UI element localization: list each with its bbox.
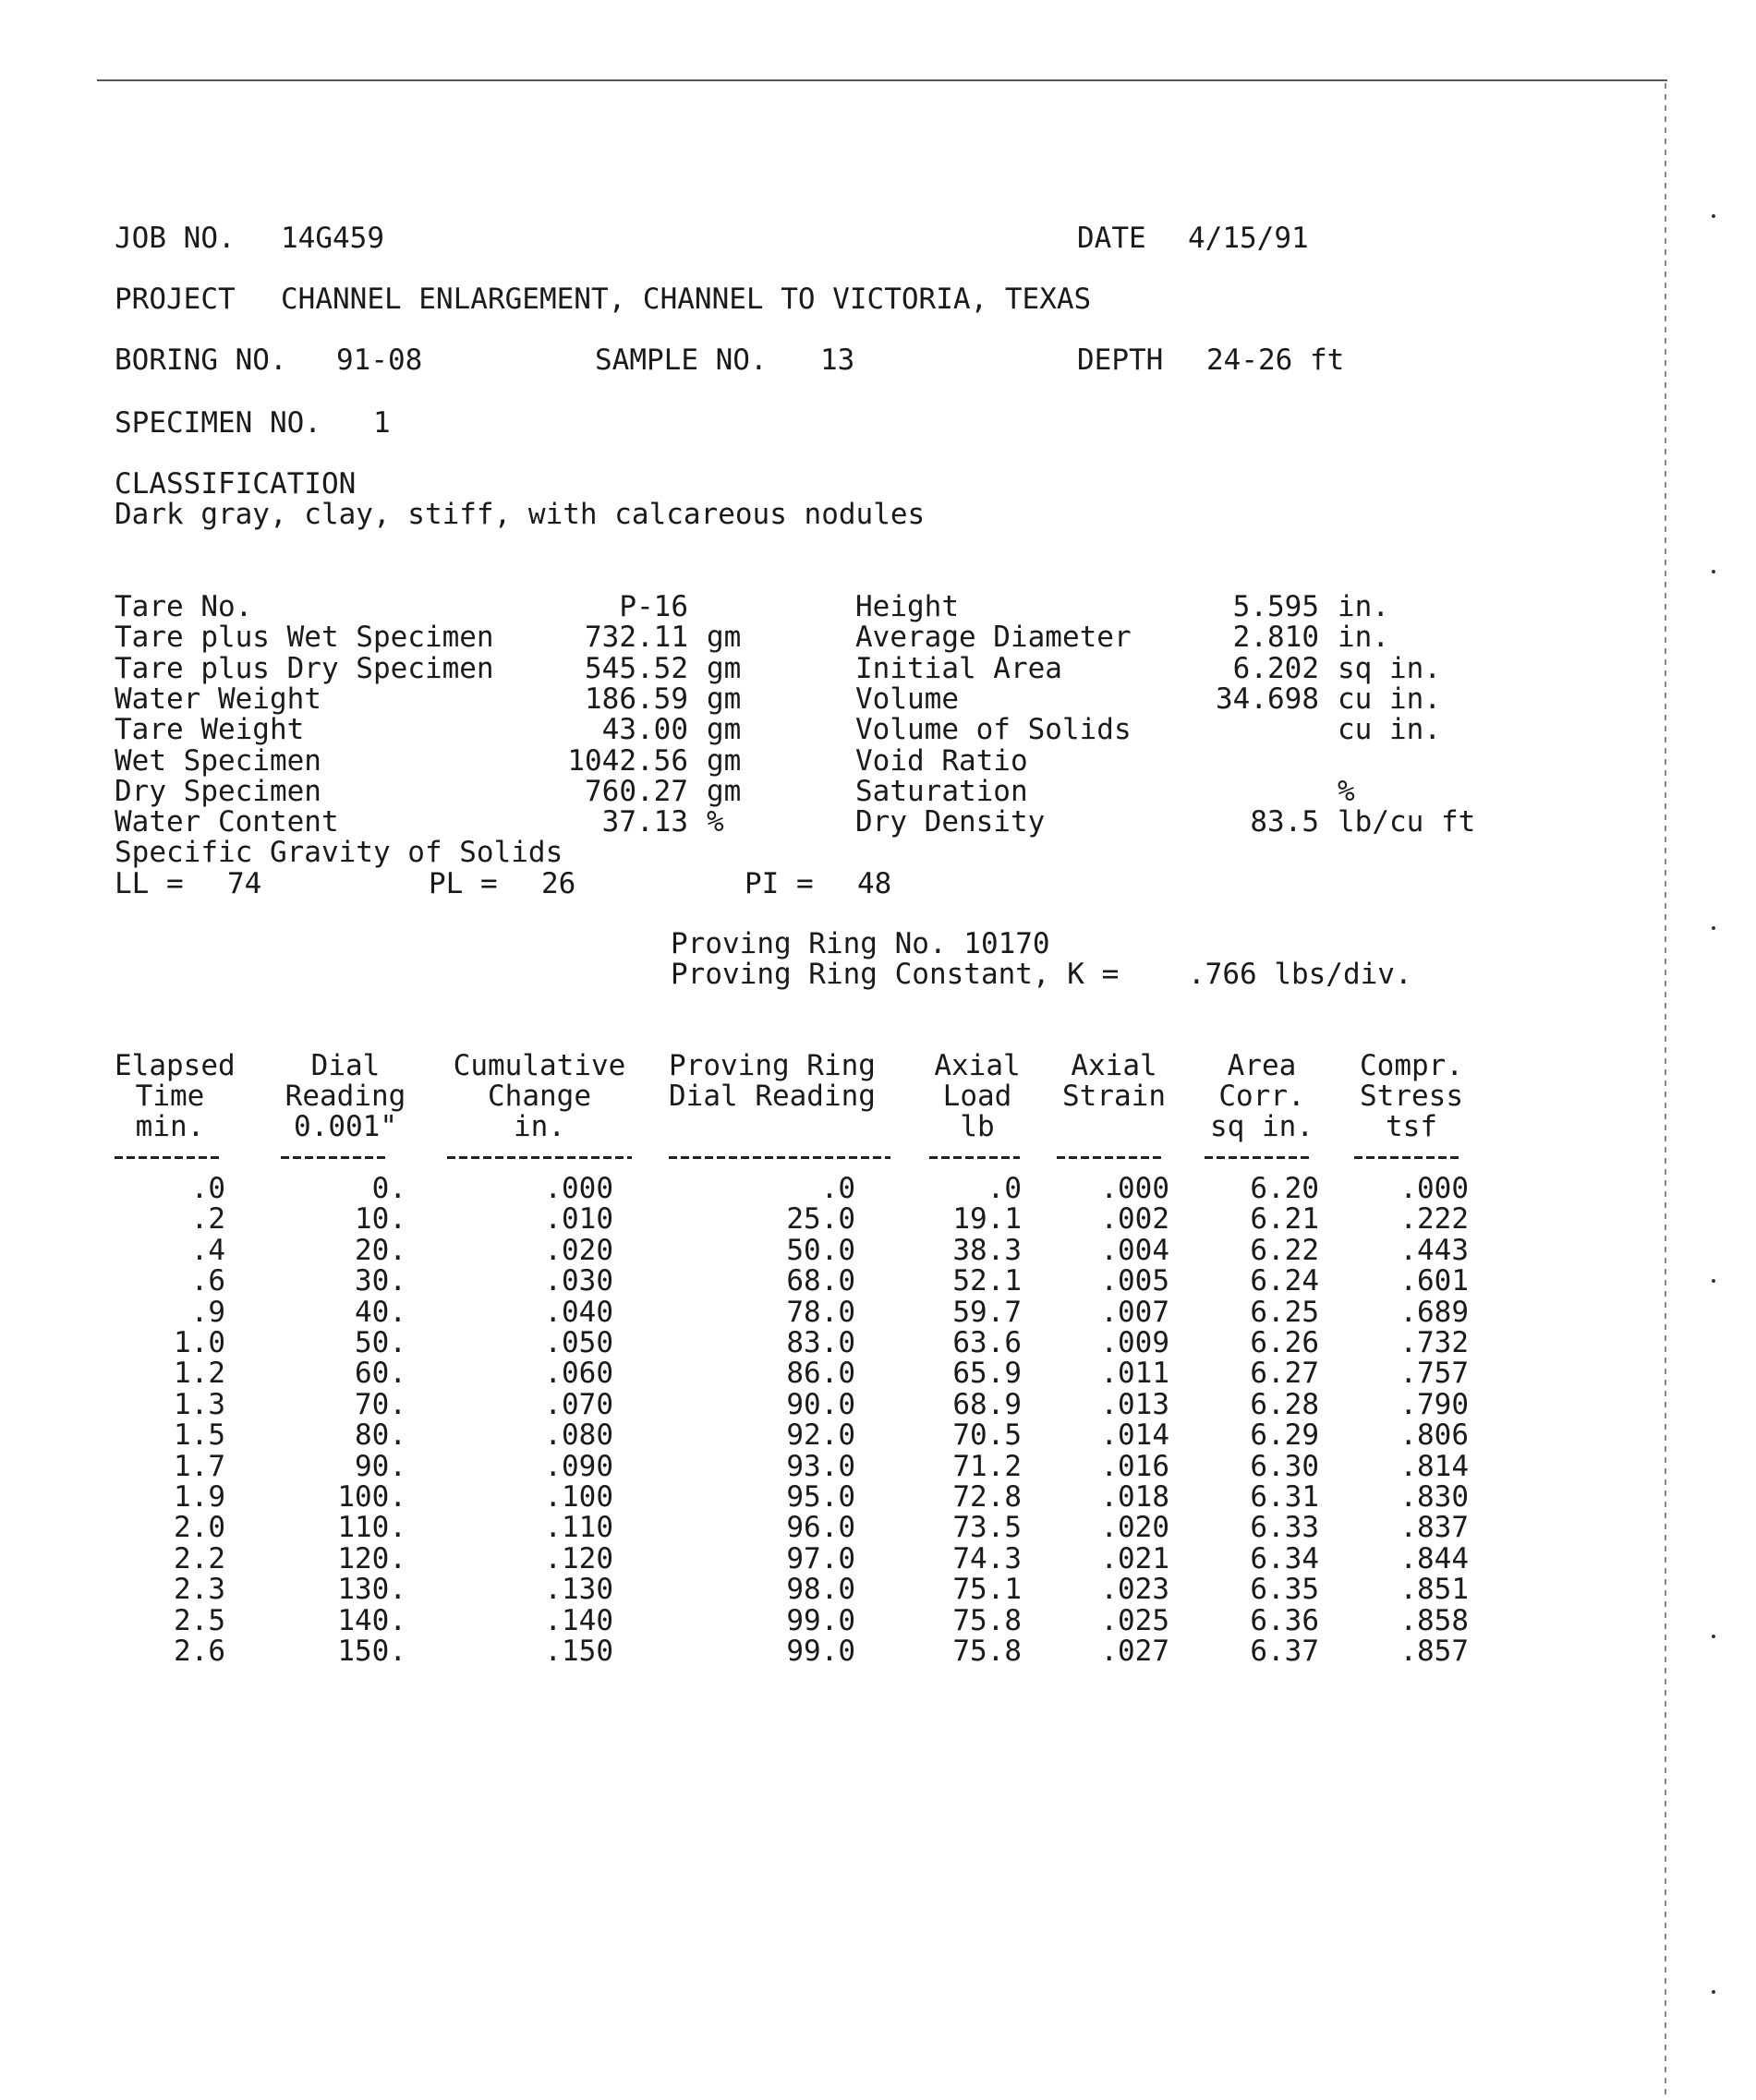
table-cell: .011 (1100, 1357, 1169, 1391)
scan-speck (1712, 1635, 1715, 1638)
table-cell: 6.26 (1250, 1326, 1319, 1359)
ll-value: 74 (227, 867, 262, 900)
depth-label: DEPTH (1077, 344, 1164, 377)
table-cell: 80. (355, 1418, 406, 1453)
specimen-no-value: 1 (373, 406, 391, 440)
table-cell: 74.3 (952, 1541, 1022, 1575)
table-cell: .837 (1399, 1511, 1469, 1545)
property-label: Height (855, 590, 959, 623)
right-border (1665, 83, 1666, 2100)
table-cell: .0 (190, 1172, 225, 1205)
table-cell: 93.0 (786, 1449, 855, 1483)
table-cell: .443 (1399, 1233, 1469, 1267)
property-label: Dry Specimen (115, 774, 321, 808)
table-cell: 1.9 (174, 1480, 225, 1514)
header-underline (1205, 1156, 1310, 1159)
table-cell: 50. (355, 1326, 406, 1359)
table-cell: 78.0 (786, 1295, 855, 1329)
table-cell: 73.5 (952, 1511, 1022, 1545)
table-cell: 86.0 (786, 1357, 855, 1391)
table-cell: 59.7 (952, 1295, 1022, 1329)
pi-label: PI = (745, 867, 814, 900)
table-cell: 150. (337, 1635, 406, 1668)
column-header: Change (488, 1080, 591, 1113)
table-cell: 2.3 (174, 1573, 225, 1607)
pl-value: 26 (541, 867, 576, 900)
table-cell: 130. (337, 1573, 406, 1607)
table-cell: .004 (1100, 1233, 1169, 1267)
table-cell: .018 (1100, 1480, 1169, 1514)
table-cell: .040 (544, 1295, 613, 1329)
column-header: Area (1227, 1049, 1297, 1082)
table-cell: 6.24 (1250, 1264, 1319, 1298)
table-cell: .806 (1399, 1418, 1469, 1453)
property-value: 732.11 (585, 621, 688, 655)
column-header: sq in. (1210, 1110, 1314, 1143)
property-value: 83.5 (1250, 805, 1319, 839)
table-cell: 95.0 (786, 1480, 855, 1514)
property-label: Dry Density (855, 805, 1046, 839)
column-header: Compr. (1360, 1049, 1463, 1082)
table-cell: 6.27 (1250, 1357, 1319, 1391)
boring-no-label: BORING NO. (115, 344, 287, 377)
job-no-value: 14G459 (281, 222, 384, 255)
scan-speck (1712, 214, 1715, 218)
table-cell: 2.0 (174, 1511, 225, 1545)
table-cell: .090 (544, 1449, 613, 1483)
column-header: tsf (1386, 1110, 1437, 1143)
column-header: Corr. (1218, 1080, 1305, 1113)
property-value: 37.13 (601, 805, 688, 839)
property-unit: in. (1338, 621, 1389, 655)
table-cell: .014 (1100, 1418, 1169, 1453)
table-cell: .021 (1100, 1541, 1169, 1575)
table-cell: .080 (544, 1418, 613, 1453)
table-cell: 92.0 (786, 1418, 855, 1453)
column-header: Load (942, 1080, 1012, 1113)
pl-label: PL = (429, 867, 498, 900)
table-cell: .013 (1100, 1387, 1169, 1421)
table-cell: .814 (1399, 1449, 1469, 1483)
table-cell: 68.9 (952, 1387, 1022, 1421)
table-cell: .000 (544, 1172, 613, 1205)
table-cell: 0. (371, 1172, 406, 1205)
table-cell: .790 (1399, 1387, 1469, 1421)
property-value: 34.698 (1216, 682, 1319, 716)
table-cell: 99.0 (786, 1635, 855, 1668)
column-header: Proving Ring (669, 1049, 876, 1082)
property-value: 1042.56 (567, 743, 688, 778)
table-cell: .100 (544, 1480, 613, 1514)
table-cell: .857 (1399, 1635, 1469, 1668)
project-label: PROJECT (115, 283, 236, 316)
table-cell: 6.21 (1250, 1202, 1319, 1237)
column-header: Stress (1360, 1080, 1463, 1113)
table-cell: .732 (1399, 1326, 1469, 1359)
property-label: Initial Area (855, 651, 1062, 685)
table-cell: .023 (1100, 1573, 1169, 1607)
table-cell: .110 (544, 1511, 613, 1545)
table-cell: 6.31 (1250, 1480, 1319, 1514)
column-header: Axial (1071, 1049, 1157, 1082)
table-cell: 65.9 (952, 1357, 1022, 1391)
pi-value: 48 (857, 867, 892, 900)
table-cell: 52.1 (952, 1264, 1022, 1298)
sample-no-label: SAMPLE NO. (595, 344, 768, 377)
column-header: Elapsed (115, 1049, 236, 1082)
project-value: CHANNEL ENLARGEMENT, CHANNEL TO VICTORIA, TEXAS (281, 283, 1092, 316)
header-underline (447, 1156, 632, 1159)
property-value: 43.00 (601, 713, 688, 747)
property-unit: gm (707, 682, 742, 716)
table-cell: 98.0 (786, 1573, 855, 1607)
property-unit: cu in. (1338, 682, 1441, 716)
property-label: Volume of Solids (855, 713, 1132, 747)
table-cell: 1.3 (174, 1387, 225, 1421)
top-border (97, 79, 1667, 81)
header-underline (1057, 1156, 1162, 1159)
header-underline (669, 1156, 890, 1159)
table-cell: .757 (1399, 1357, 1469, 1391)
table-cell: .0 (987, 1172, 1022, 1205)
table-cell: 25.0 (786, 1202, 855, 1237)
table-cell: .222 (1399, 1202, 1469, 1237)
table-cell: .000 (1399, 1172, 1469, 1205)
property-value: 2.810 (1232, 621, 1319, 655)
property-unit: lb/cu ft (1338, 805, 1476, 839)
table-cell: 70. (355, 1387, 406, 1421)
column-header: in. (514, 1110, 565, 1143)
property-label: Water Content (115, 805, 339, 839)
table-cell: 1.5 (174, 1418, 225, 1453)
table-cell: .016 (1100, 1449, 1169, 1483)
table-cell: 2.5 (174, 1603, 225, 1637)
table-cell: 19.1 (952, 1202, 1022, 1237)
table-cell: 40. (355, 1295, 406, 1329)
property-value: 545.52 (585, 651, 688, 685)
table-cell: 1.7 (174, 1449, 225, 1483)
table-cell: .010 (544, 1202, 613, 1237)
table-cell: .130 (544, 1573, 613, 1607)
table-cell: 75.8 (952, 1603, 1022, 1637)
table-cell: 71.2 (952, 1449, 1022, 1483)
property-unit: in. (1338, 590, 1389, 623)
table-cell: 60. (355, 1357, 406, 1391)
property-label: Average Diameter (855, 621, 1132, 655)
property-label: Tare Weight (115, 713, 305, 747)
table-cell: 100. (337, 1480, 406, 1514)
column-header: Time (135, 1080, 205, 1113)
property-value: 186.59 (585, 682, 688, 716)
property-unit: sq in. (1338, 651, 1441, 685)
table-cell: .030 (544, 1264, 613, 1298)
table-cell: .020 (544, 1233, 613, 1267)
column-header: Cumulative (453, 1049, 626, 1082)
property-value: 5.595 (1232, 590, 1319, 623)
property-label: Saturation (855, 774, 1028, 808)
boring-no-value: 91-08 (336, 344, 423, 377)
table-cell: 6.35 (1250, 1573, 1319, 1607)
table-cell: .851 (1399, 1573, 1469, 1607)
property-unit: gm (707, 621, 742, 655)
property-unit: gm (707, 774, 742, 808)
table-cell: 83.0 (786, 1326, 855, 1359)
table-cell: .009 (1100, 1326, 1169, 1359)
header-underline (1354, 1156, 1459, 1159)
table-cell: .020 (1100, 1511, 1169, 1545)
table-cell: 1.0 (174, 1326, 225, 1359)
table-cell: .007 (1100, 1295, 1169, 1329)
property-value: 760.27 (585, 774, 688, 808)
property-unit: gm (707, 713, 742, 747)
property-label: Volume (855, 682, 959, 716)
sample-no-value: 13 (820, 344, 855, 377)
column-header: Axial (934, 1049, 1021, 1082)
table-cell: .2 (190, 1202, 225, 1237)
table-cell: 72.8 (952, 1480, 1022, 1514)
column-header: Strain (1062, 1080, 1166, 1113)
property-value: P-16 (619, 590, 688, 623)
table-cell: .060 (544, 1357, 613, 1391)
column-header: Reading (285, 1080, 406, 1113)
header-underline (281, 1156, 386, 1159)
table-cell: 6.37 (1250, 1635, 1319, 1668)
classification-value: Dark gray, clay, stiff, with calcareous nodules (115, 498, 926, 531)
column-header: Dial Reading (669, 1080, 876, 1113)
table-cell: 6.28 (1250, 1387, 1319, 1421)
date-label: DATE (1077, 222, 1146, 255)
table-cell: 110. (337, 1511, 406, 1545)
table-cell: .050 (544, 1326, 613, 1359)
table-cell: .858 (1399, 1603, 1469, 1637)
table-cell: 120. (337, 1541, 406, 1575)
table-cell: 90. (355, 1449, 406, 1483)
table-cell: 6.36 (1250, 1603, 1319, 1637)
header-underline (929, 1156, 1020, 1159)
scan-speck (1712, 1279, 1715, 1283)
table-cell: 6.22 (1250, 1233, 1319, 1267)
table-cell: 96.0 (786, 1511, 855, 1545)
table-cell: .830 (1399, 1480, 1469, 1514)
property-label: Tare No. (115, 590, 253, 623)
scan-speck (1712, 1990, 1715, 1994)
proving-ring-constant-label: Proving Ring Constant, K = (671, 958, 1120, 991)
table-cell: .002 (1100, 1202, 1169, 1237)
table-cell: .025 (1100, 1603, 1169, 1637)
proving-ring-no: Proving Ring No. 10170 (671, 927, 1050, 960)
table-cell: .120 (544, 1541, 613, 1575)
table-cell: 99.0 (786, 1603, 855, 1637)
table-cell: 6.20 (1250, 1172, 1319, 1205)
table-cell: 2.2 (174, 1541, 225, 1575)
table-cell: 1.2 (174, 1357, 225, 1391)
header-underline (115, 1156, 220, 1159)
table-cell: 30. (355, 1264, 406, 1298)
column-header: Dial (310, 1049, 381, 1082)
property-unit: gm (707, 743, 742, 778)
property-unit: cu in. (1338, 713, 1441, 747)
property-label: Specific Gravity of Solids (115, 836, 563, 870)
ll-label: LL = (115, 867, 184, 900)
property-label: Void Ratio (855, 743, 1028, 778)
property-label: Wet Specimen (115, 743, 321, 778)
table-cell: .689 (1399, 1295, 1469, 1329)
table-cell: 75.1 (952, 1573, 1022, 1607)
scan-speck (1712, 570, 1715, 573)
table-cell: 70.5 (952, 1418, 1022, 1453)
table-cell: .844 (1399, 1541, 1469, 1575)
table-cell: 6.29 (1250, 1418, 1319, 1453)
property-unit: % (707, 805, 724, 839)
table-cell: .070 (544, 1387, 613, 1421)
table-cell: .9 (190, 1295, 225, 1329)
table-cell: 97.0 (786, 1541, 855, 1575)
table-cell: 6.33 (1250, 1511, 1319, 1545)
column-header: 0.001" (294, 1110, 397, 1143)
table-cell: 140. (337, 1603, 406, 1637)
proving-ring-constant-value: .766 lbs/div. (1188, 958, 1412, 991)
column-header: lb (960, 1110, 995, 1143)
specimen-no-label: SPECIMEN NO. (115, 406, 321, 440)
table-cell: .0 (820, 1172, 855, 1205)
depth-value: 24-26 ft (1206, 344, 1345, 377)
property-value: 6.202 (1232, 651, 1319, 685)
table-cell: .6 (190, 1264, 225, 1298)
table-cell: 2.6 (174, 1635, 225, 1668)
property-unit: gm (707, 651, 742, 685)
table-cell: 20. (355, 1233, 406, 1267)
scan-speck (1712, 926, 1715, 930)
property-unit: % (1338, 774, 1355, 808)
table-cell: .000 (1100, 1172, 1169, 1205)
table-cell: 63.6 (952, 1326, 1022, 1359)
column-header: min. (135, 1110, 205, 1143)
table-cell: .140 (544, 1603, 613, 1637)
table-cell: 38.3 (952, 1233, 1022, 1267)
table-cell: .4 (190, 1233, 225, 1267)
property-label: Tare plus Wet Specimen (115, 621, 494, 655)
classification-label: CLASSIFICATION (115, 467, 357, 501)
property-label: Tare plus Dry Specimen (115, 651, 494, 685)
table-cell: 90.0 (786, 1387, 855, 1421)
table-cell: 50.0 (786, 1233, 855, 1267)
property-label: Water Weight (115, 682, 321, 716)
table-cell: .027 (1100, 1635, 1169, 1668)
table-cell: 6.30 (1250, 1449, 1319, 1483)
table-cell: .005 (1100, 1264, 1169, 1298)
table-cell: 6.25 (1250, 1295, 1319, 1329)
table-cell: 10. (355, 1202, 406, 1237)
table-cell: .150 (544, 1635, 613, 1668)
date-value: 4/15/91 (1188, 222, 1309, 255)
table-cell: .601 (1399, 1264, 1469, 1298)
table-cell: 75.8 (952, 1635, 1022, 1668)
table-cell: 6.34 (1250, 1541, 1319, 1575)
table-cell: 68.0 (786, 1264, 855, 1298)
job-no-label: JOB NO. (115, 222, 236, 255)
